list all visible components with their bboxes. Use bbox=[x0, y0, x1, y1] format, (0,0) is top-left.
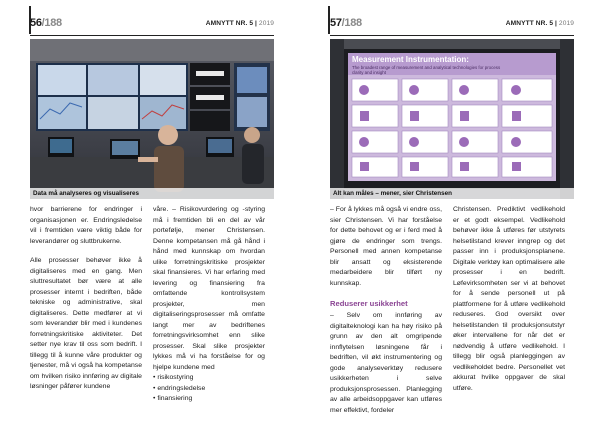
screen-title: Measurement Instrumentation: bbox=[352, 55, 469, 64]
column-1 bbox=[330, 205, 442, 424]
header-rule bbox=[30, 35, 274, 36]
paragraph: – For å lykkes må også vi endre oss, sier Christensen. Vi har forståelse for dette behovet og er i ferd med å gjøre de endringer som trengs. Personell med annen kompetanse blir ansatt og eksisterende medarbeidere blir tilført ny kunnskap. bbox=[330, 206, 442, 287]
photo-caption: Alt kan måles – mener, sier Christensen bbox=[330, 188, 574, 199]
screen-subtitle: The broadest range of measurement and analytical technologies for process clarity and insight bbox=[352, 65, 501, 75]
column-1 bbox=[30, 205, 142, 402]
paragraph: hvor barrierene for endringer i organisasjonen er. Endringsledelse vil i fremtiden være viktig både for leverandører og sluttbrukerne. bbox=[30, 206, 142, 245]
column-2 bbox=[153, 205, 265, 405]
page-right bbox=[300, 0, 600, 424]
page-number: 56/188 bbox=[30, 17, 62, 29]
page-header bbox=[330, 17, 574, 33]
paragraph: Alle prosesser behøver ikke å digitaliseres med en gang. Men sluttresultatet bør være at alle prosesser internt i bedriften, både tekniske og administrative, skal digitaliseres. Dette medfører at vi som leverandør blir med i kundenes forretningskritiske aktiviteter. Det setter nye krav til oss som bedrift. I tillegg til å kunne våre produkter og tjenester, må vi også ha kompetanse om hvilken risiko innføring av digitale løsninger påfører kundene bbox=[30, 257, 142, 390]
magazine-issue: AMNYTT NR. 5 | 2019 bbox=[205, 20, 274, 27]
control-room-photo bbox=[30, 39, 274, 199]
paragraph: – Selv om innføring av digitalteknologi kan ha høy risiko på grunn av den alt omgripende innflytelsen løsningene får i bedriften, vil økt instrumentering og gode analyseverktøy redusere usikkerheten i selve produksjonsprosessen. Planlegging av alle arbeidsoppgaver kan utføres mer effektivt, fordeler bbox=[330, 312, 442, 414]
column-2 bbox=[453, 205, 565, 403]
paragraph: Christensen. Prediktivt vedlikehold er et godt eksempel. Vedlikehold behøver ikke å utføres før utstyrets helsetilstand krever inngrep og det passer inn i produksjonsplanene. Digitale verktøy kan optimalisere alle prosesser i en bedrift. Løfevirksomheten ser vi at behovet for å sende personell ut på plattformene for å utføre vedlikehold reduseres. God oversikt over helsetilstanden til produksjonsutstyr øker intervallene for når det er nødvendig å utføre vedlikehold. I tillegg blir også planleggingen av vedlikeholdet bedre. Personellet vet akkurat hvilke oppgaver de skal utføre. bbox=[453, 206, 565, 392]
header-rule bbox=[330, 35, 574, 36]
subheading: Reduserer usikkerhet bbox=[330, 299, 408, 308]
list-item: • risikostyring bbox=[153, 373, 265, 384]
list-item: • endringsledelse bbox=[153, 384, 265, 395]
presentation-photo bbox=[330, 39, 574, 199]
paragraph: våre. – Risikovurdering og -styring må i fremtiden bli en del av vår portefølje, mener Christensen. Denne kompetansen må gå hånd i hånd med kunnskap om hvordan ulike forretningskritiske prosjekter skal finansieres. Vi har erfaring med levering og finansiering fra omfattende kontrollsystem prosjekter, men digitaliseringsprosesser må omfatte langt mer av bedriftenes forretningsvirksomhet enn slike prosesser. Skal slike prosjekter lykkes må vi ha forståelse for og hjelpe kundene med bbox=[153, 206, 265, 371]
bullet-list bbox=[153, 373, 265, 405]
photo-caption: Data må analyseres og visualiseres bbox=[30, 188, 274, 199]
page-number: 57/188 bbox=[330, 17, 362, 29]
list-item: • finansiering bbox=[153, 394, 265, 405]
page-header bbox=[30, 17, 274, 33]
magazine-issue: AMNYTT NR. 5 | 2019 bbox=[505, 20, 574, 27]
